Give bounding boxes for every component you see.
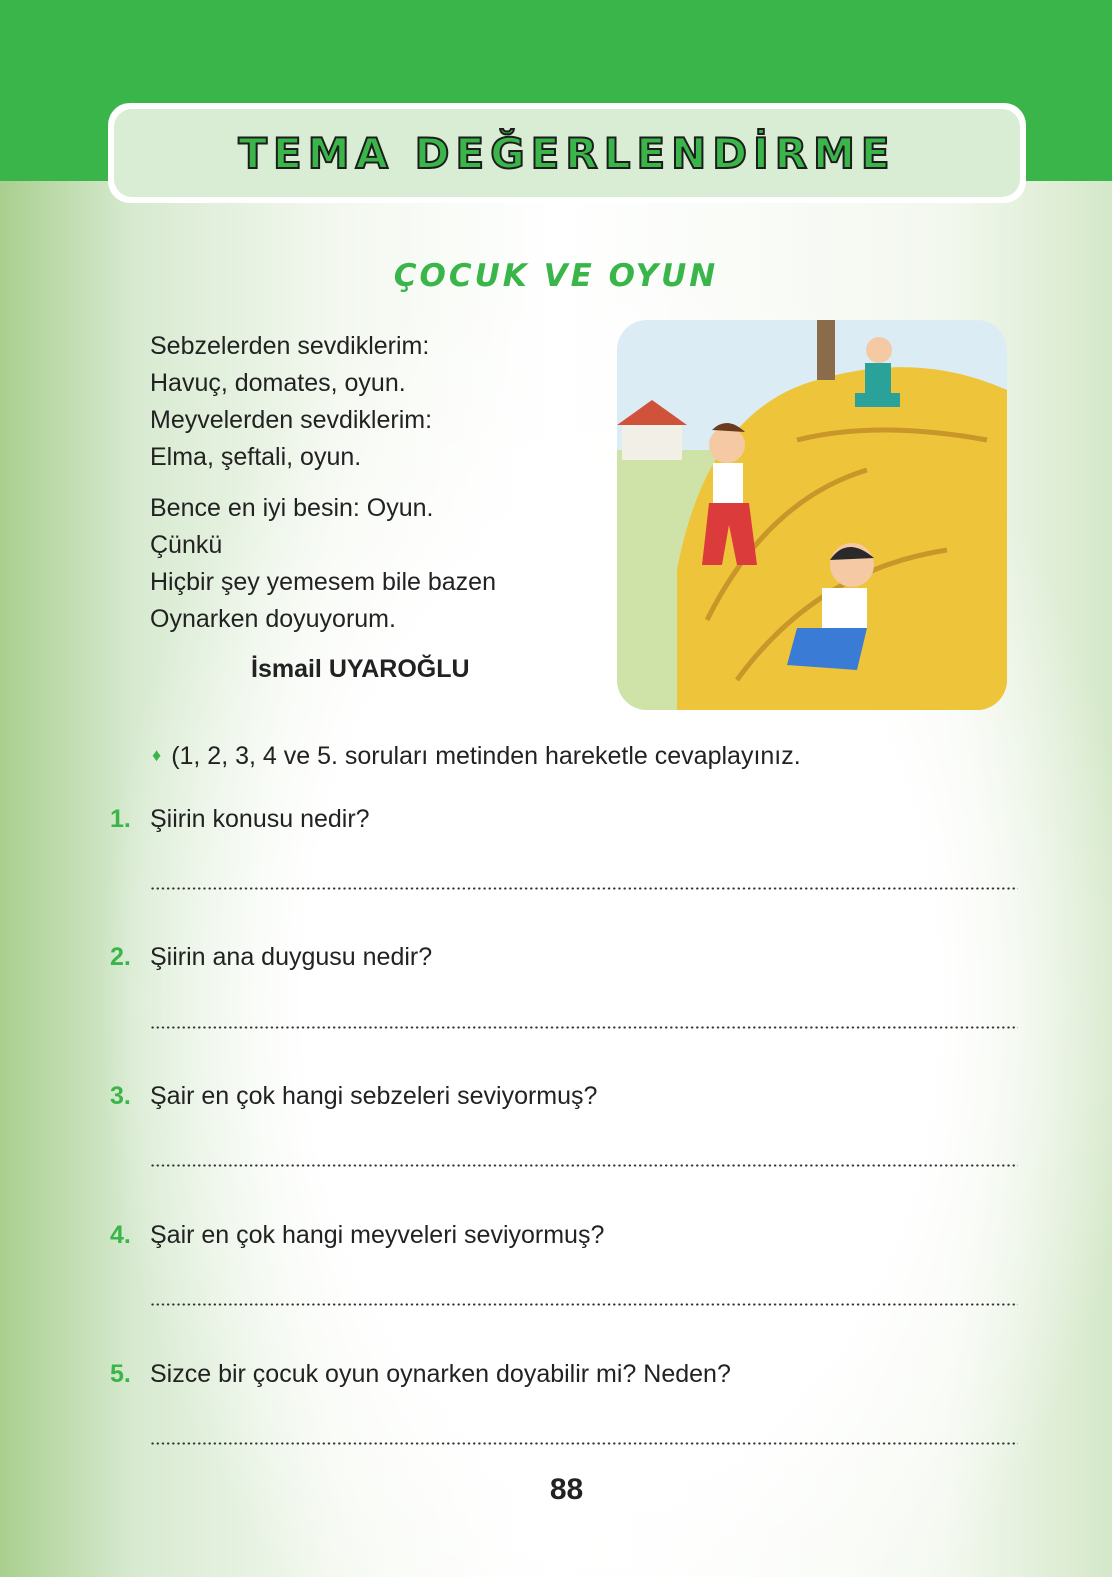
question-number: 5. [110, 1360, 131, 1388]
poem-line: Elma, şeftali, oyun. [150, 443, 362, 471]
answer-line-3[interactable] [150, 1164, 1018, 1167]
question-text: Sizce bir çocuk oyun oynarken doyabilir mi? Neden? [150, 1360, 731, 1388]
poem-line: Bence en iyi besin: Oyun. [150, 494, 434, 522]
question-text: Şiirin ana duygusu nedir? [150, 943, 433, 971]
question-text: Şair en çok hangi meyveleri seviyormuş? [150, 1221, 605, 1249]
question-number: 1. [110, 805, 131, 833]
instruction [152, 742, 801, 771]
children-haystack-illustration [617, 320, 1007, 710]
poem-stanza-2 [150, 490, 496, 638]
poem-line: Sebzelerden sevdiklerim: [150, 332, 430, 360]
question-number: 3. [110, 1082, 131, 1110]
poem-stanza-1 [150, 328, 432, 476]
poem-line: Meyvelerden sevdiklerim: [150, 406, 433, 434]
question-number: 2. [110, 943, 131, 971]
answer-line-5[interactable] [150, 1442, 1018, 1445]
answer-line-2[interactable] [150, 1026, 1018, 1029]
poem-line: Çünkü [150, 531, 223, 559]
question-5 [110, 1360, 731, 1389]
question-3 [110, 1082, 597, 1111]
page-number: 88 [527, 1471, 606, 1508]
question-text: Şiirin konusu nedir? [150, 805, 370, 833]
question-2 [110, 943, 432, 972]
page-title: TEMA DEĞERLENDİRME [238, 128, 896, 178]
poem-line: Oynarken doyuyorum. [150, 605, 396, 633]
question-number: 4. [110, 1221, 131, 1249]
answer-line-4[interactable] [150, 1303, 1018, 1306]
poem-title: ÇOCUK VE OYUN [393, 258, 719, 294]
poem-line: Havuç, domates, oyun. [150, 369, 406, 397]
answer-line-1[interactable] [150, 887, 1018, 890]
poem-line: Hiçbir şey yemesem bile bazen [150, 568, 496, 596]
question-text: Şair en çok hangi sebzeleri seviyormuş? [150, 1082, 598, 1110]
question-1 [110, 805, 370, 834]
diamond-bullet-icon: ♦ [152, 745, 162, 765]
instruction-text: (1, 2, 3, 4 ve 5. soruları metinden hareketle cevaplayınız. [171, 742, 801, 770]
question-4 [110, 1221, 604, 1250]
poem-author: İsmail UYAROĞLU [251, 655, 470, 683]
title-tab [108, 103, 1026, 203]
